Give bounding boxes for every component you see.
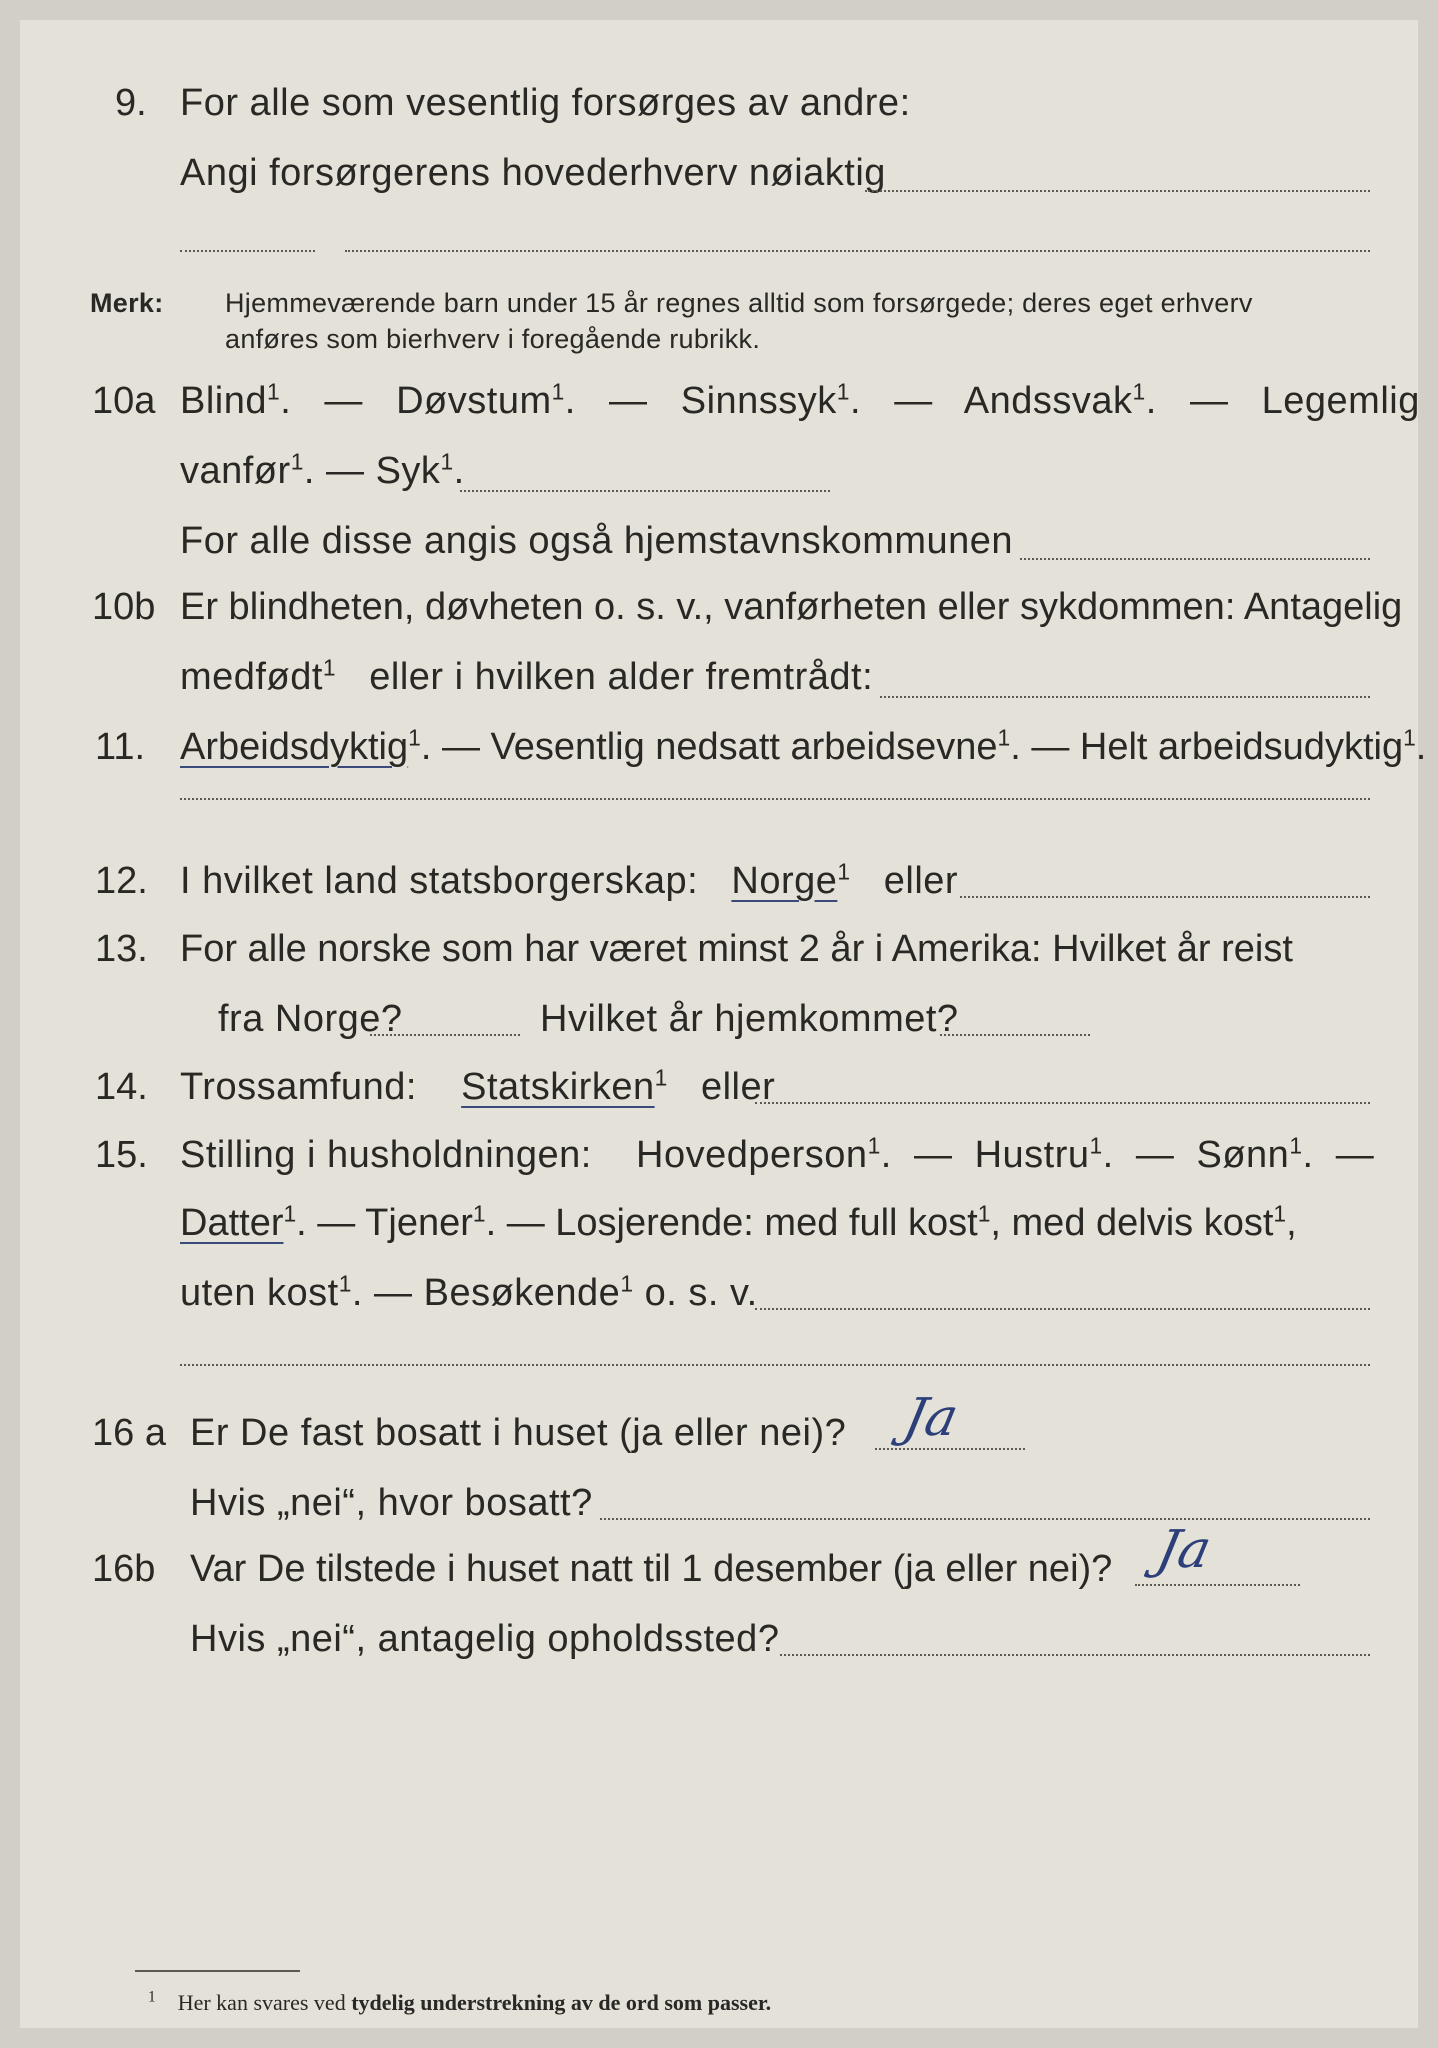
q9-answer-field-2b[interactable] [345,250,1370,252]
q15-opt-sonn[interactable]: Sønn [1196,1134,1290,1176]
q11-number: 11. [95,726,146,768]
q15-opt-delvis[interactable]: med delvis kost [1011,1202,1274,1244]
q12-number: 12. [95,860,148,902]
q16a-number: 16 a [92,1412,166,1454]
q10a-opt-dovstum[interactable]: Døvstum [396,380,552,422]
q13-line2a: fra Norge? [218,998,403,1040]
q16b-opholdssted-field[interactable] [780,1654,1370,1656]
q12-land-field[interactable] [960,896,1370,898]
q10a-opt-andssvak[interactable]: Andssvak [963,380,1133,422]
q13-line1: For alle norske som har været minst 2 år i Amerika: Hvilket år reist [180,928,1293,970]
q15-extra-field[interactable] [180,1364,1370,1366]
q9-line2: Angi forsørgerens hovederhverv nøiaktig [180,152,886,194]
q10b-opt-medfodt[interactable]: medfødt [180,656,323,698]
q10b-number: 10b [92,586,156,628]
q10a-opt-syk[interactable]: Syk [375,450,441,492]
q13-line2b: Hvilket år hjemkommet? [540,998,959,1040]
q10a-opt-legemlig[interactable]: Legemlig [1261,380,1420,422]
q12-line: I hvilket land statsborgerskap: Norge$^1$ eller [180,858,959,902]
q10a-line2: vanfør$^1$. — Syk$^1$. [180,448,465,492]
q10a-number: 10a [92,380,156,422]
q10a-opt-vanfor[interactable]: vanfør [180,450,291,492]
footnote: $^1$ Her kan svares ved tydelig understrekning av de ord som passer. [148,1988,772,2015]
q16a-bosatt-field[interactable] [600,1518,1370,1520]
q16b-line2: Hvis „nei“, antagelig opholdssted? [190,1618,780,1660]
q14-number: 14. [95,1066,148,1108]
merk-label: Merk: [90,288,164,318]
q10a-opt-blind[interactable]: Blind [180,380,267,422]
q11-line1: Arbeidsdyktig$^1$. — Vesentlig nedsatt arbeidsevne$^1$. — Helt arbeidsudyktig$^1$. [180,724,1427,768]
q10a-line1: Blind$^1$. — Døvstum$^1$. — Sinnssyk$^1$. — Andssvak$^1$. — Legemlig [180,378,1420,422]
q10b-line1: Er blindheten, døvheten o. s. v., vanførheten eller sykdommen: Antagelig [180,586,1403,628]
q10a-hjemstavn-field[interactable] [1020,558,1370,560]
q15-line1: Stilling i husholdningen: Hovedperson$^1$. — Hustru$^1$. — Sønn$^1$. — [180,1132,1375,1176]
q11-extra-field[interactable] [180,798,1370,800]
census-form-page [20,20,1427,2028]
q15-opt-losjerende[interactable]: Losjerende: med full kost [555,1202,978,1244]
q15-opt-uten[interactable]: uten kost [180,1272,339,1314]
q10a-syk-field[interactable] [460,490,830,492]
q14-trossamfund-field[interactable] [755,1102,1370,1104]
q10a-line3: For alle disse angis også hjemstavnskommunen [180,520,1014,562]
q16a-handwritten-answer: Ja [898,1388,964,1448]
q9-answer-field[interactable] [865,190,1370,192]
q16a-line1: Er De fast bosatt i huset (ja eller nei)? [190,1412,847,1454]
q9-line1: For alle som vesentlig forsørges av andre: [180,82,911,124]
q16b-number: 16b [92,1548,156,1590]
q13-number: 13. [95,928,148,970]
q10b-alder-field[interactable] [880,696,1370,698]
q12-opt-norge[interactable]: Norge [731,860,838,902]
q9-number: 9. [115,82,147,124]
footnote-rule [135,1970,300,1972]
q15-opt-besokende[interactable]: Besøkende [423,1272,621,1314]
q11-opt-nedsatt[interactable]: Vesentlig nedsatt arbeidsevne [490,726,998,768]
q16b-line1: Var De tilstede i huset natt til 1 desember (ja eller nei)? [190,1548,1113,1590]
merk-line1: Hjemmeværende barn under 15 år regnes alltid som forsørgede; deres eget erhverv [225,288,1253,318]
q10a-opt-sinnssyk[interactable]: Sinnssyk [680,380,837,422]
q11-opt-arbeidsdyktig[interactable]: Arbeidsdyktig [180,726,409,768]
q15-opt-hustru[interactable]: Hustru [974,1134,1090,1176]
q16b-handwritten-answer: Ja [1151,1520,1217,1580]
q13-hjemkommet-field[interactable] [940,1034,1090,1036]
q16b-answer-field[interactable] [1135,1584,1300,1586]
q15-line3: uten kost$^1$. — Besøkende$^1$ o. s. v. [180,1270,758,1314]
q15-stilling-field[interactable] [755,1308,1370,1310]
q9-answer-field-2a[interactable] [180,250,315,252]
q16a-line2: Hvis „nei“, hvor bosatt? [190,1482,593,1524]
q16a-answer-field[interactable] [875,1448,1025,1450]
q15-opt-datter[interactable]: Datter [180,1202,284,1244]
q10b-line2: medfødt$^1$ eller i hvilken alder fremtrådt: [180,654,874,698]
merk-line2: anføres som bierhverv i foregående rubrikk. [225,324,761,354]
q15-opt-tjener[interactable]: Tjener [365,1202,473,1244]
q14-line: Trossamfund: Statskirken$^1$ eller [180,1064,776,1108]
q15-opt-hovedperson[interactable]: Hovedperson [636,1134,868,1176]
q15-number: 15. [95,1134,148,1176]
q11-opt-udyktig[interactable]: Helt arbeidsudyktig [1079,726,1404,768]
q14-opt-statskirken[interactable]: Statskirken [461,1066,655,1108]
q13-reist-field[interactable] [370,1034,520,1036]
q15-line2: Datter$^1$. — Tjener$^1$. — Losjerende: med full kost$^1$, med delvis kost$^1$, [180,1200,1297,1244]
